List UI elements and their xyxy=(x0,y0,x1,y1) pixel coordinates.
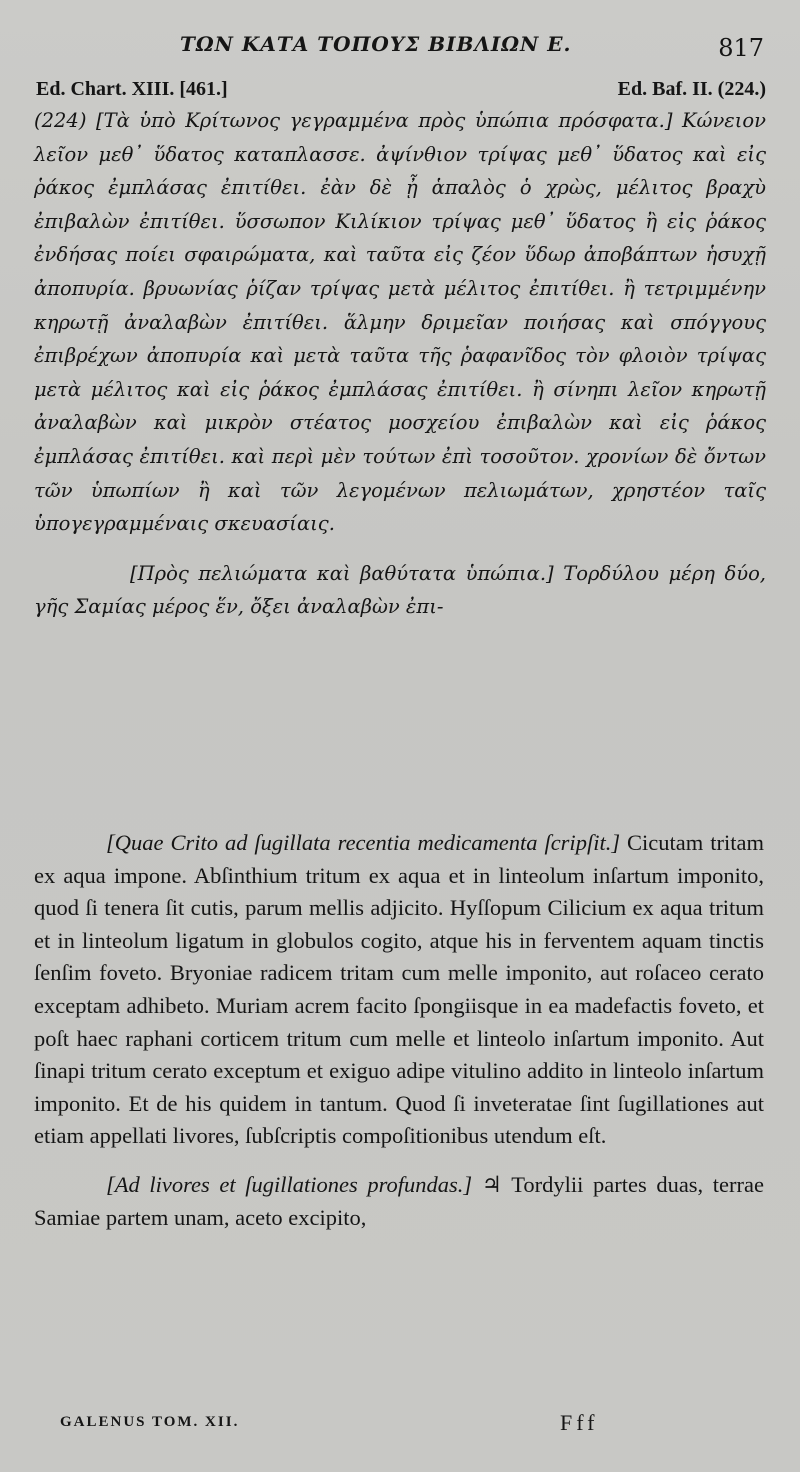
greek-paragraph-1 xyxy=(34,104,766,541)
greek-body-2: Τορδύλου μέρη δύο, γῆς Σαμίας μέρος ἕν, ὄξει ἀναλαβὼν ἐπι- xyxy=(34,561,767,619)
greek-paragraph-marker: (224) xyxy=(34,109,96,132)
edition-references xyxy=(36,78,766,104)
latin-rubric-2: [Ad livores et ſugillationes profundas.] xyxy=(106,1171,473,1197)
running-head xyxy=(0,30,800,64)
volume-signature-label: GALENUS TOM. XII. xyxy=(60,1414,240,1430)
greek-rubric-2: [Πρὸς πελιώματα καὶ βαθύτατα ὑπώπια.] xyxy=(130,561,554,585)
gathering-signature-mark: Fff xyxy=(560,1410,599,1435)
greek-text-column xyxy=(34,104,766,624)
latin-body-1: Cicutam tritam ex aqua impone. Abſinthium tritum ex aqua et in linteolum inſartum imponito, quod ſi tenera ſit cutis, parum mellis adjicito. Hyſſopum Cilicium ex aqua tritum et in linteolum ligatum in globulos cogito, atque his in ferventem aquam tinctis ſenſim foveto. Bryoniae radicem tritam cum melle imponito, aut roſaceo cerato exceptam adhibeto. Muriam acrem facito ſpongiisque in ea madefactis foveto, et poſt haec raphani corticem tritum cum melle et linteolo inſartum imponito. Aut ſinapi tritum cerato exceptum et exiguo adipe vitulino addito in linteolo inſartum imponito. Et de his quidem in tantum. Quod ſi inveteratae ſint ſugillationes aut etiam appellati livores, ſubſcriptis compoſitionibus utendum eſt. xyxy=(34,830,764,1149)
page-footer xyxy=(60,1410,620,1444)
greek-paragraph-2 xyxy=(34,557,766,624)
edition-basel: Ed. Baf. II. (224.) xyxy=(617,78,766,100)
edition-chartier: Ed. Chart. XIII. [461.] xyxy=(36,78,228,100)
greek-rubric-1: [Τὰ ὑπὸ Κρίτωνος γεγραμμένα πρὸς ὑπώπια πρόσφατα.] xyxy=(95,109,673,132)
latin-paragraph-1 xyxy=(34,827,764,1153)
latin-paragraph-2 xyxy=(34,1169,764,1234)
running-title: ΤΩΝ ΚΑΤΑ ΤΟΠΟΥΣ ΒΙΒΛΙΩΝ Ε. xyxy=(180,32,572,56)
page-number: 817 xyxy=(718,34,764,62)
latin-body-2: ♃ Tordylii partes duas, terrae Samiae partem unam, aceto excipito, xyxy=(34,1171,764,1230)
latin-rubric-1: [Quae Crito ad ſugillata recentia medicamenta ſcripſit.] xyxy=(106,830,621,855)
greek-body-1: Κώνειον λεῖον μεθ᾽ ὕδατος καταπλασσε. ἀψίνθιον τρίψας μεθ᾽ ὕδατος καὶ εἰς ῥάκος ἐμπλάσας ἐπιτίθει. ἐὰν δὲ ᾖ ἁπαλὸς ὁ χρὼς, μέλιτος βραχὺ ἐπιβαλὼν ἐπιτίθει. ὕσσωπον Κιλίκιον τρίψας μεθ᾽ ὕδατος ἢ εἰς ῥάκος ἐνδήσας ποίει σφαιρώματα, καὶ ταῦτα εἰς ζέον ὕδωρ ἀποβάπτων ἡσυχῇ ἀποπυρία. βρυωνίας ῥίζαν τρίψας μετὰ μέλιτος ἐπιτίθει. ἢ τετριμμένην κηρωτῇ ἀναλαβὼν ἐπιτίθει. ἅλμην δριμεῖαν ποιήσας καὶ σπόγγους ἐπιβρέχων ἀποπυρία καὶ μετὰ ταῦτα τῆς ῥαφανῖδος τὸν φλοιὸν τρίψας μετὰ μέλιτος καὶ εἰς ῥάκος ἐμπλάσας ἐπιτίθει. ἢ σίνηπι λεῖον κηρωτῇ ἀναλαβὼν καὶ μικρὸν στέατος μοσχείου ἐπιβαλὼν καὶ εἰς ῥάκος ἐμπλάσας ἐπιτίθει. καὶ περὶ μὲν τούτων ἐπὶ τοσοῦτον. χρονίων δὲ ὄντων τῶν ὑπωπίων ἢ καὶ τῶν λεγομένων πελιωμάτων, χρηστέον ταῖς ὑπογεγραμμέναις σκευασίαις. xyxy=(34,109,766,536)
latin-text-column xyxy=(34,827,764,1234)
